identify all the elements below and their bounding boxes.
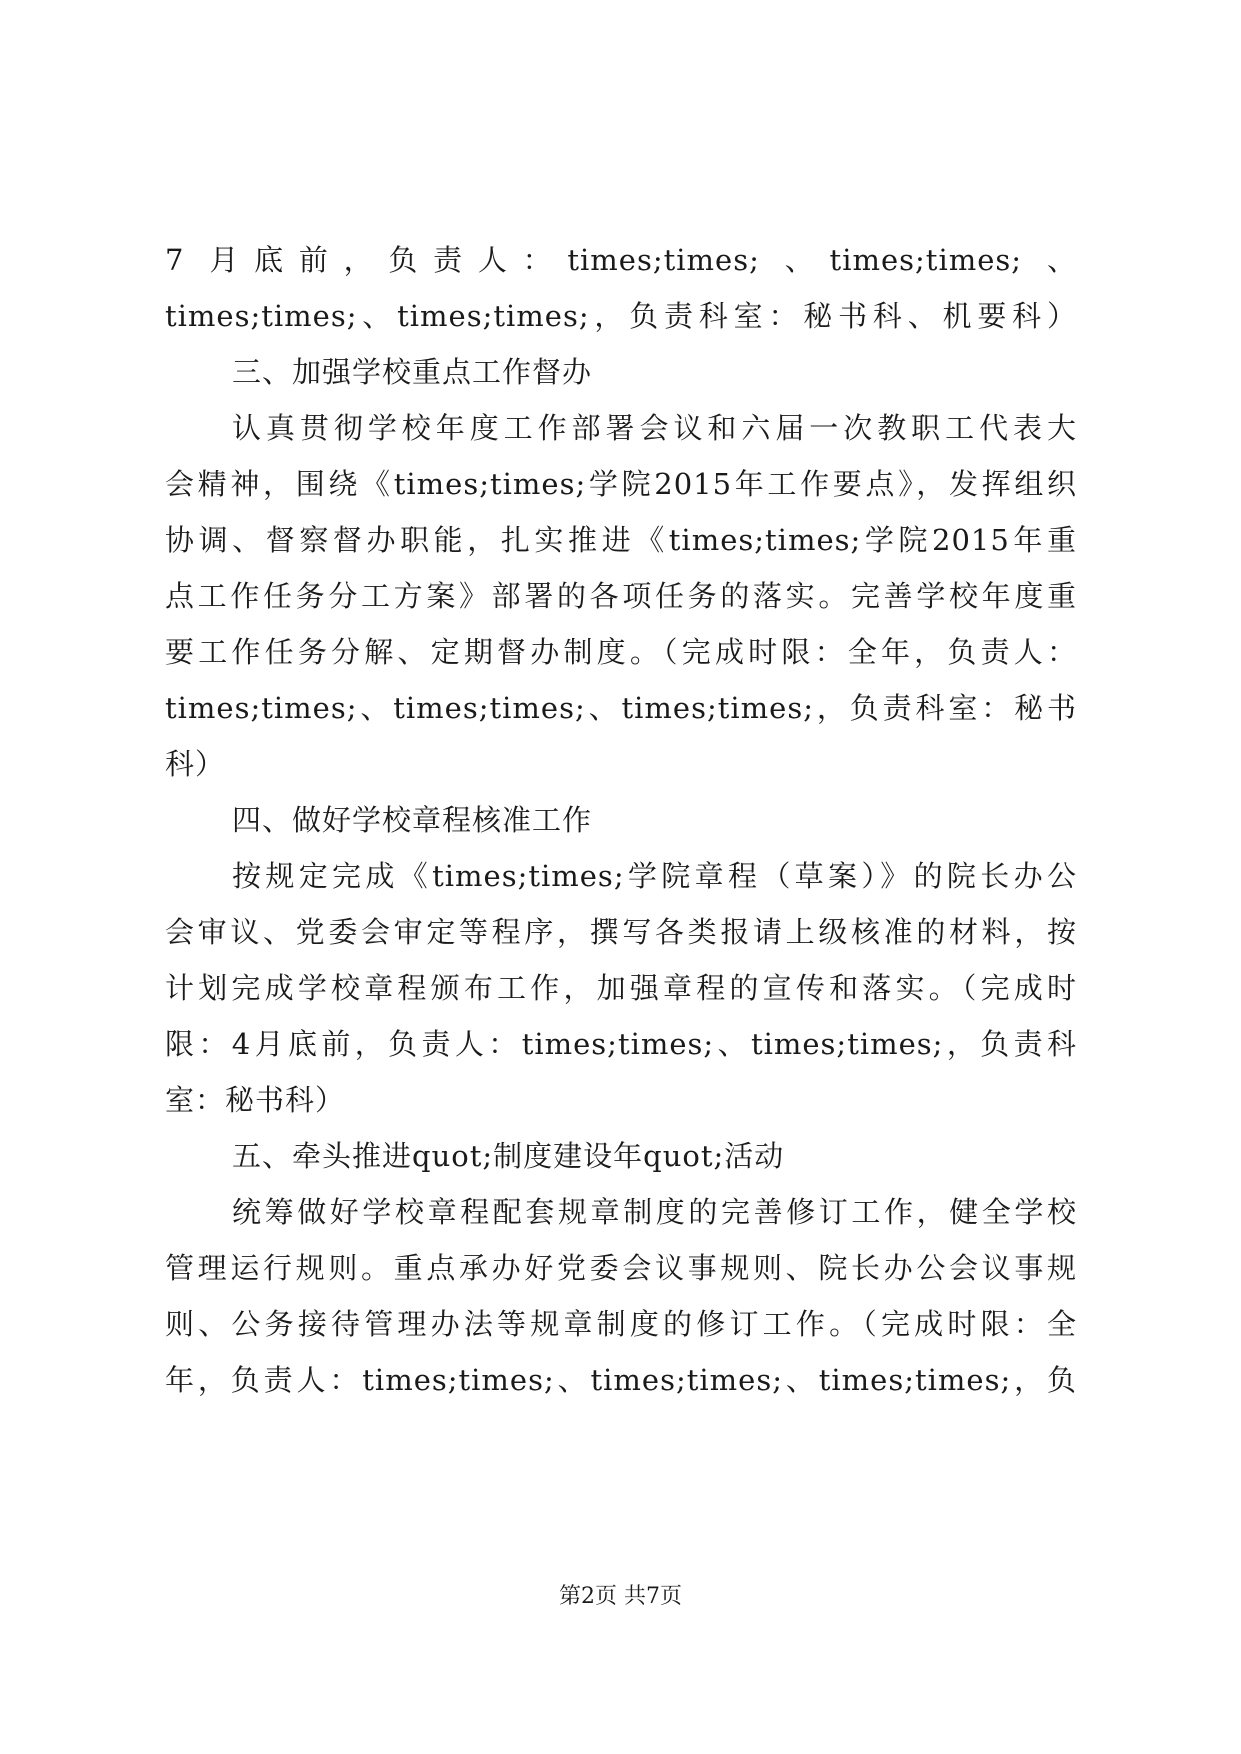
body-line: 会审议、党委会审定等程序，撰写各类报请上级核准的材料，按 (165, 915, 1077, 949)
page-footer: 第2页 共7页 (559, 1584, 682, 1609)
body-line: 点工作任务分工方案》部署的各项任务的落实。完善学校年度重 (165, 579, 1077, 613)
body-line: 统筹做好学校章程配套规章制度的完善修订工作，健全学校 (232, 1195, 1077, 1229)
body-line: 管理运行规则。重点承办好党委会议事规则、院长办公会议事规 (165, 1251, 1077, 1285)
body-line: 7 月底前，负责人：times;times; 、times;times; 、 (165, 243, 1077, 277)
body-line: 按规定完成《times;times;学院章程（草案）》的院长办公 (232, 859, 1077, 893)
body-line: 则、公务接待管理办法等规章制度的修订工作。（完成时限：全 (165, 1307, 1077, 1341)
body-line: times;times;、times;times;，负责科室：秘书科、机要科） (165, 299, 1077, 333)
section-heading-3: 三、加强学校重点工作督办 (232, 355, 593, 389)
body-line: 限：4月底前，负责人：times;times;、times;times;，负责科 (165, 1027, 1077, 1061)
body-line: 认真贯彻学校年度工作部署会议和六届一次教职工代表大 (232, 411, 1077, 445)
body-line: 要工作任务分解、定期督办制度。（完成时限：全年，负责人： (165, 635, 1077, 669)
body-line: 协调、督察督办职能，扎实推进《times;times;学院2015年重 (165, 523, 1077, 557)
section-heading-4: 四、做好学校章程核准工作 (232, 803, 593, 837)
body-line: 室：秘书科） (165, 1083, 346, 1117)
body-line: 会精神，围绕《times;times;学院2015年工作要点》，发挥组织 (165, 467, 1077, 501)
body-line: times;times;、times;times;、times;times;，负责科室：秘书 (165, 691, 1077, 725)
body-line: 计划完成学校章程颁布工作，加强章程的宣传和落实。（完成时 (165, 971, 1077, 1005)
body-line: 科） (165, 747, 226, 781)
section-heading-5: 五、牵头推进quot;制度建设年quot;活动 (232, 1139, 785, 1173)
body-line: 年，负责人：times;times;、times;times;、times;times;，负 (165, 1363, 1077, 1397)
